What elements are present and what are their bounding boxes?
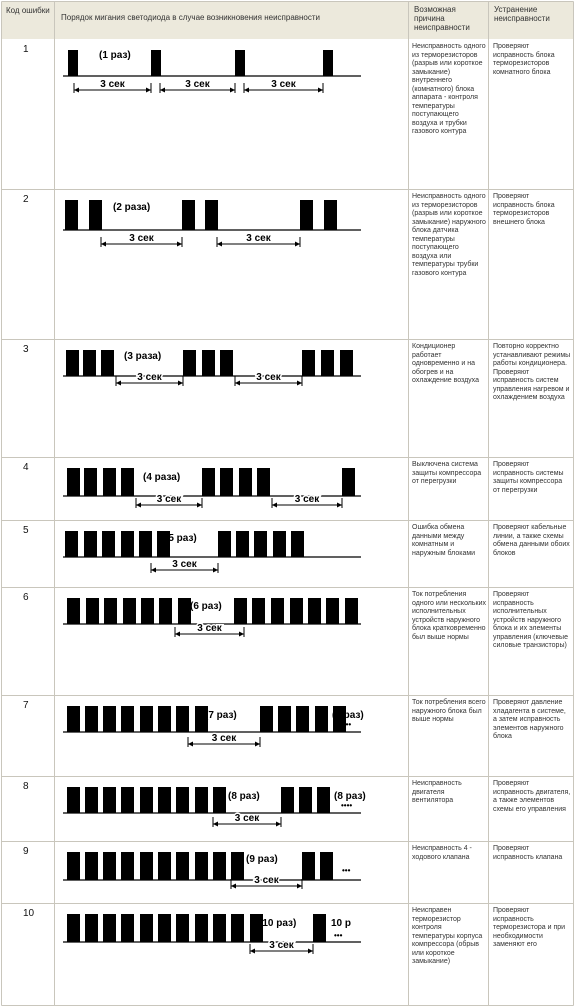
led-pulse-bar — [85, 787, 98, 813]
blink-count-label: (2 раза) — [113, 202, 151, 213]
led-pulse-bar — [65, 531, 78, 557]
interval-label: 3 сек — [197, 623, 222, 634]
error-code: 3 — [23, 344, 29, 355]
led-pulse-bar — [121, 531, 134, 557]
arrowhead — [272, 503, 277, 508]
led-pulse-bar — [121, 468, 134, 496]
led-pulse-bar — [67, 706, 80, 732]
fix-text: Повторно корректно устанавливают режимы работы кондиционера. Проверяют исправность систем управления нагревом и охлаждением воздуха — [493, 343, 571, 401]
header-cause: Возможная причина неисправности — [409, 2, 488, 39]
led-pulse-bar — [123, 598, 136, 624]
led-pulse-bar — [159, 598, 172, 624]
continuation-dots: •••• — [340, 720, 352, 729]
led-pulse-bar — [121, 914, 134, 942]
led-pulse-bar — [65, 200, 78, 230]
led-pulse-bar — [176, 852, 189, 880]
interval-label: 3 сек — [172, 559, 197, 570]
interval-label: 3 сек — [129, 233, 154, 244]
blink-diagram — [55, 842, 407, 902]
led-pulse-bar — [140, 914, 153, 942]
led-pulse-bar — [85, 706, 98, 732]
fault-code-table — [1, 1, 574, 1006]
arrowhead — [188, 742, 193, 747]
led-pulse-bar — [313, 914, 326, 942]
led-pulse-bar — [140, 852, 153, 880]
arrowhead — [318, 88, 323, 93]
led-pulse-bar — [234, 598, 247, 624]
blink-diagram — [55, 458, 407, 519]
fix-text: Проверяют исправность терморезистора и при необходимости заменяют его — [493, 907, 566, 948]
interval-label: 3 сек — [246, 233, 271, 244]
continuation-dots: ••• — [342, 866, 351, 875]
led-pulse-bar — [195, 787, 208, 813]
interval-label: 3 сек — [294, 494, 320, 505]
led-pulse-bar — [257, 468, 270, 496]
led-pulse-bar — [340, 350, 353, 376]
led-pulse-bar — [323, 50, 333, 76]
led-pulse-bar — [84, 468, 97, 496]
arrowhead — [295, 242, 300, 247]
led-pulse-bar — [220, 468, 233, 496]
led-pulse-bar — [158, 787, 171, 813]
blink-count-label: (5 раз) — [165, 533, 197, 544]
led-pulse-bar — [103, 914, 116, 942]
error-code: 4 — [23, 462, 29, 473]
led-pulse-bar — [158, 914, 171, 942]
interval-label: 3 сек — [211, 733, 237, 744]
led-pulse-bar — [158, 706, 171, 732]
led-pulse-bar — [317, 787, 330, 813]
fix-text: Проверяют исправность системы защиты компрессора от перегрузки — [493, 461, 564, 494]
led-pulse-bar — [83, 350, 96, 376]
led-pulse-bar — [85, 852, 98, 880]
arrowhead — [101, 242, 106, 247]
cause-text: Выключена система защиты компрессора от перегрузки — [412, 461, 482, 485]
led-pulse-bar — [315, 706, 328, 732]
led-pulse-bar — [103, 706, 116, 732]
cause-text: Ток потребления одного или нескольких исполнительных устройств наружного блока кратковременно был выше нормы — [412, 591, 487, 641]
led-pulse-bar — [345, 598, 358, 624]
led-pulse-bar — [102, 531, 115, 557]
blink-count-label: (7 раз) — [205, 710, 237, 721]
interval-label: 3 сек — [234, 813, 260, 824]
continuation-dots: ••• — [334, 931, 343, 940]
blink-diagram — [55, 190, 407, 338]
led-pulse-bar — [103, 787, 116, 813]
arrowhead — [308, 949, 313, 954]
cause-text: Неисправность двигателя вентилятора — [412, 780, 462, 804]
blink-diagram — [55, 904, 407, 1004]
led-pulse-bar — [321, 350, 334, 376]
led-pulse-bar — [252, 598, 265, 624]
cause-text: Ошибка обмена данными между комнатным и наружным блоками — [412, 524, 476, 557]
led-pulse-bar — [67, 787, 80, 813]
arrowhead — [250, 949, 255, 954]
led-pulse-bar — [299, 787, 312, 813]
led-pulse-bar — [176, 914, 189, 942]
continuation-dots: •••• — [341, 801, 353, 810]
blink-diagram — [55, 588, 407, 694]
fix-text: Проверяют кабельные линии, а также схемы обмена данными обоих блоков — [493, 524, 570, 557]
led-pulse-bar — [67, 852, 80, 880]
led-pulse-bar — [236, 531, 249, 557]
error-code: 10 — [23, 908, 35, 919]
led-pulse-bar — [176, 706, 189, 732]
error-code: 1 — [23, 44, 29, 55]
arrowhead — [213, 822, 218, 827]
error-code: 2 — [23, 194, 29, 205]
blink-count-label: (10 раз) — [259, 918, 297, 929]
led-pulse-bar — [326, 598, 339, 624]
led-pulse-bar — [67, 468, 80, 496]
arrowhead — [175, 632, 180, 637]
arrowhead — [136, 503, 141, 508]
blink-count-label: (4 раза) — [143, 472, 181, 483]
fix-text: Проверяют исправность блока терморезисторов комнатного блока — [493, 43, 555, 76]
cause-text: Неисправность одного из терморезисторов (разрыв или короткое замыкание) внутреннего (комнатного) блока аппарата - контроля температуры поступающего воздуха и трубки газового контура — [412, 43, 486, 135]
led-pulse-bar — [182, 200, 195, 230]
continued-count-label: (7 раз) — [332, 710, 364, 721]
led-pulse-bar — [66, 350, 79, 376]
interval-label: 3 сек — [269, 940, 294, 951]
led-pulse-bar — [231, 914, 244, 942]
continued-count-label: 10 р — [331, 918, 352, 929]
led-pulse-bar — [213, 914, 226, 942]
led-pulse-bar — [140, 787, 153, 813]
led-pulse-bar — [195, 914, 208, 942]
cause-text: Неисправен терморезистор контроля температуры корпуса компрессора (обрыв или короткое замыкание) — [412, 907, 483, 965]
blink-diagram — [55, 696, 407, 775]
arrowhead — [255, 742, 260, 747]
led-pulse-bar — [68, 50, 78, 76]
arrowhead — [217, 242, 222, 247]
led-pulse-bar — [281, 787, 294, 813]
led-pulse-bar — [67, 914, 80, 942]
arrowhead — [337, 503, 342, 508]
error-code: 9 — [23, 846, 29, 857]
arrowhead — [235, 381, 240, 386]
led-pulse-bar — [89, 200, 102, 230]
arrowhead — [276, 822, 281, 827]
header-fix: Устранение неисправности — [489, 2, 573, 39]
blink-count-label: (9 раз) — [246, 854, 278, 865]
led-pulse-bar — [213, 787, 226, 813]
continued-count-label: (8 раз) — [334, 791, 366, 802]
interval-label: 3 сек — [137, 372, 162, 383]
error-code: 6 — [23, 592, 29, 603]
led-pulse-bar — [308, 598, 321, 624]
led-pulse-bar — [278, 706, 291, 732]
led-pulse-bar — [67, 598, 80, 624]
led-pulse-bar — [195, 852, 208, 880]
led-pulse-bar — [86, 598, 99, 624]
led-pulse-bar — [183, 350, 196, 376]
fix-text: Проверяют исправность исполнительных устройств наружного блока и их элементы управления (ключевые силовые транзисторы) — [493, 591, 568, 649]
blink-diagram — [55, 40, 407, 188]
blink-diagram — [55, 521, 407, 586]
cause-text: Кондиционер работает одновременно и на обогрев и на охлаждение воздуха — [412, 343, 479, 384]
led-pulse-bar — [84, 531, 97, 557]
blink-count-label: (6 раз) — [190, 601, 222, 612]
led-pulse-bar — [260, 706, 273, 732]
led-pulse-bar — [302, 350, 315, 376]
led-pulse-bar — [121, 852, 134, 880]
led-pulse-bar — [85, 914, 98, 942]
led-pulse-bar — [139, 531, 152, 557]
blink-count-label: (8 раз) — [228, 791, 260, 802]
interval-label: 3 сек — [156, 494, 182, 505]
led-pulse-bar — [271, 598, 284, 624]
led-pulse-bar — [300, 200, 313, 230]
led-pulse-bar — [103, 852, 116, 880]
interval-label: 3 сек — [271, 79, 296, 90]
led-pulse-bar — [205, 200, 218, 230]
arrowhead — [231, 884, 236, 889]
arrowhead — [239, 632, 244, 637]
led-pulse-bar — [202, 468, 215, 496]
led-pulse-bar — [213, 852, 226, 880]
arrowhead — [297, 884, 302, 889]
error-code: 5 — [23, 525, 29, 536]
blink-count-label: (3 раза) — [124, 351, 162, 362]
arrowhead — [146, 88, 151, 93]
led-pulse-bar — [176, 787, 189, 813]
arrowhead — [178, 381, 183, 386]
arrowhead — [230, 88, 235, 93]
led-pulse-bar — [151, 50, 161, 76]
led-pulse-bar — [324, 200, 337, 230]
led-pulse-bar — [104, 598, 117, 624]
cause-text: Неисправность одного из терморезисторов (разрыв или короткое замыкание) наружного блока датчика температуры поступающего воздуха или температуры трубки газового контура — [412, 193, 486, 277]
led-pulse-bar — [291, 531, 304, 557]
led-pulse-bar — [141, 598, 154, 624]
interval-label: 3 сек — [254, 875, 279, 886]
interval-label: 3 сек — [100, 79, 125, 90]
led-pulse-bar — [140, 706, 153, 732]
led-pulse-bar — [103, 468, 116, 496]
led-pulse-bar — [121, 706, 134, 732]
arrowhead — [213, 568, 218, 573]
led-pulse-bar — [290, 598, 303, 624]
led-pulse-bar — [231, 852, 244, 880]
fix-text: Проверяют давление хладагента в системе, а затем исправность элементов наружного блока — [493, 699, 566, 740]
interval-label: 3 сек — [256, 372, 281, 383]
arrowhead — [244, 88, 249, 93]
led-pulse-bar — [220, 350, 233, 376]
arrowhead — [116, 381, 121, 386]
header-code: Код ошибки — [2, 2, 54, 39]
arrowhead — [151, 568, 156, 573]
arrowhead — [297, 381, 302, 386]
led-pulse-bar — [254, 531, 267, 557]
header-pattern: Порядок мигания светодиода в случае возникновения неисправности — [55, 2, 408, 39]
fix-text: Проверяют исправность клапана — [493, 845, 563, 861]
led-pulse-bar — [296, 706, 309, 732]
fix-text: Проверяют исправность блока терморезисторов внешнего блока — [493, 193, 555, 226]
blink-count-label: (1 раз) — [99, 50, 131, 61]
led-pulse-bar — [101, 350, 114, 376]
blink-diagram — [55, 340, 407, 456]
led-pulse-bar — [239, 468, 252, 496]
cause-text: Неисправность 4 - ходового клапана — [412, 845, 472, 861]
led-pulse-bar — [302, 852, 315, 880]
arrowhead — [177, 242, 182, 247]
cause-text: Ток потребления всего наружного блока был выше нормы — [412, 699, 486, 723]
led-pulse-bar — [121, 787, 134, 813]
led-pulse-bar — [158, 852, 171, 880]
error-code: 7 — [23, 700, 29, 711]
blink-diagram — [55, 777, 407, 840]
led-pulse-bar — [235, 50, 245, 76]
arrowhead — [197, 503, 202, 508]
arrowhead — [160, 88, 165, 93]
led-pulse-bar — [342, 468, 355, 496]
led-pulse-bar — [218, 531, 231, 557]
fix-text: Проверяют исправность двигателя, а также элементов схемы его управления — [493, 780, 571, 813]
interval-label: 3 сек — [185, 79, 210, 90]
led-pulse-bar — [320, 852, 333, 880]
arrowhead — [74, 88, 79, 93]
led-pulse-bar — [273, 531, 286, 557]
led-pulse-bar — [202, 350, 215, 376]
error-code: 8 — [23, 781, 29, 792]
